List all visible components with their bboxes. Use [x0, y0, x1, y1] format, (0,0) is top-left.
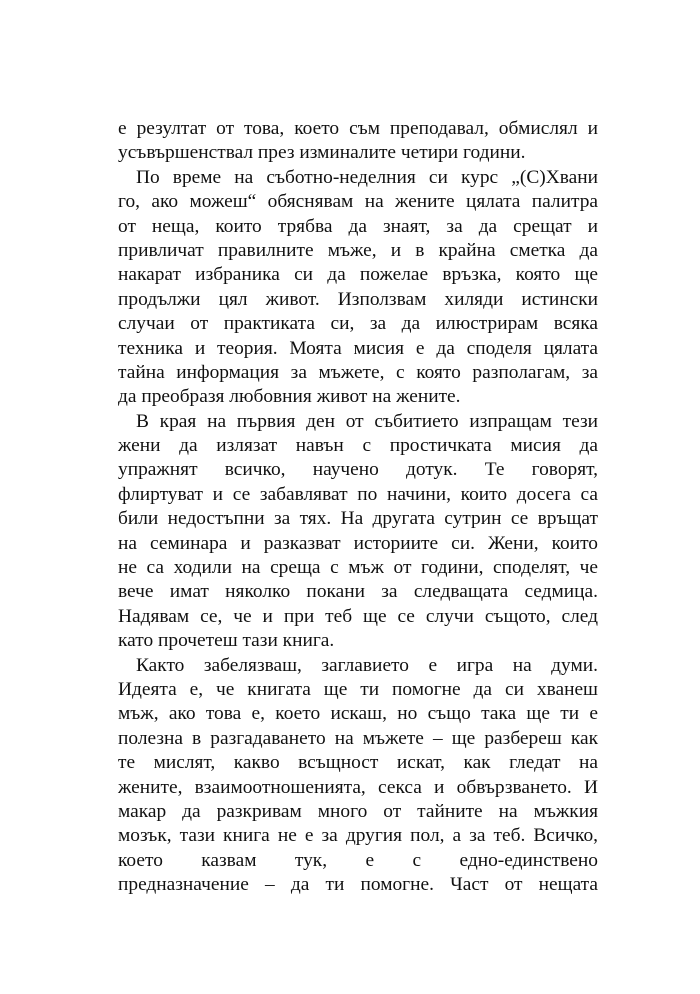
text-line: мозък, тази книга не е за другия пол, а за теб. Всичко, — [118, 825, 598, 847]
text-line: били недостъпни за тях. На другата сутрин се връщат — [118, 508, 598, 530]
text-line: е резултат от това, което съм преподавал, обмислял и — [118, 118, 598, 139]
paragraph-first-line: В края на първия ден от събитието изпращам тези — [136, 410, 598, 432]
text-line: вече имат няколко покани за следващата седмица. — [118, 581, 598, 603]
text-line: упражнят всичко, научено дотук. Те говорят, — [118, 459, 598, 481]
paragraph-first-line: По време на съботно-неделния си курс „(С)Хвани — [136, 166, 598, 188]
text-line: Надявам се, че и при теб ще се случи същото, след — [118, 605, 598, 627]
text-line: го, ако можеш“ обяснявам на жените цялата палитра — [118, 191, 598, 213]
text-line: флиртуват и се забавляват по начини, които досега са — [118, 483, 598, 505]
text-line: те мислят, какво всъщност искат, как гледат на — [118, 752, 598, 774]
text-line: случаи от практиката си, за да илюстрирам всяка — [118, 313, 598, 335]
text-line: предназначение – да ти помогне. Част от нещата — [118, 874, 598, 896]
paragraph-first-line: Както забелязваш, заглавието е игра на думи. — [136, 654, 598, 676]
text-line: полезна в разгадаването на мъжете – ще разбереш как — [118, 727, 598, 749]
text-line: техника и теория. Моята мисия е да споделя цялата — [118, 337, 598, 359]
text-line: жени да излязат навън с простичката мисия да — [118, 435, 598, 457]
text-line: не са ходили на среща с мъж от години, споделят, че — [118, 557, 598, 579]
text-line: което казвам тук, е с едно-единствено — [118, 849, 598, 871]
text-line: макар да разкривам много от тайните на мъжкия — [118, 800, 598, 822]
body-text — [118, 117, 598, 898]
text-line: тайна информация за мъжете, с която разполагам, за — [118, 361, 598, 383]
text-line: на семинара и разказват историите си. Жени, които — [118, 532, 598, 554]
text-line: жените, взаимоотношенията, секса и обвързването. И — [118, 776, 598, 798]
text-line: като прочетеш тази книга. — [118, 630, 335, 652]
text-line: мъж, ако това е, което искаш, но също така ще ти е — [118, 703, 598, 725]
text-line: Идеята е, че книгата ще ти помогне да си хванеш — [118, 678, 598, 700]
text-line: да преобразя любовния живот на жените. — [118, 386, 461, 408]
text-line: накарат избраника си да пожелае връзка, която ще — [118, 264, 598, 286]
text-line: привличат правилните мъже, и в крайна сметка да — [118, 239, 598, 261]
text-line: усъвършенствал през изминалите четири години. — [118, 142, 526, 164]
text-line: продължи цял живот. Използвам хиляди истински — [118, 288, 598, 310]
text-line: от неща, които трябва да знаят, за да срещат и — [118, 215, 598, 237]
